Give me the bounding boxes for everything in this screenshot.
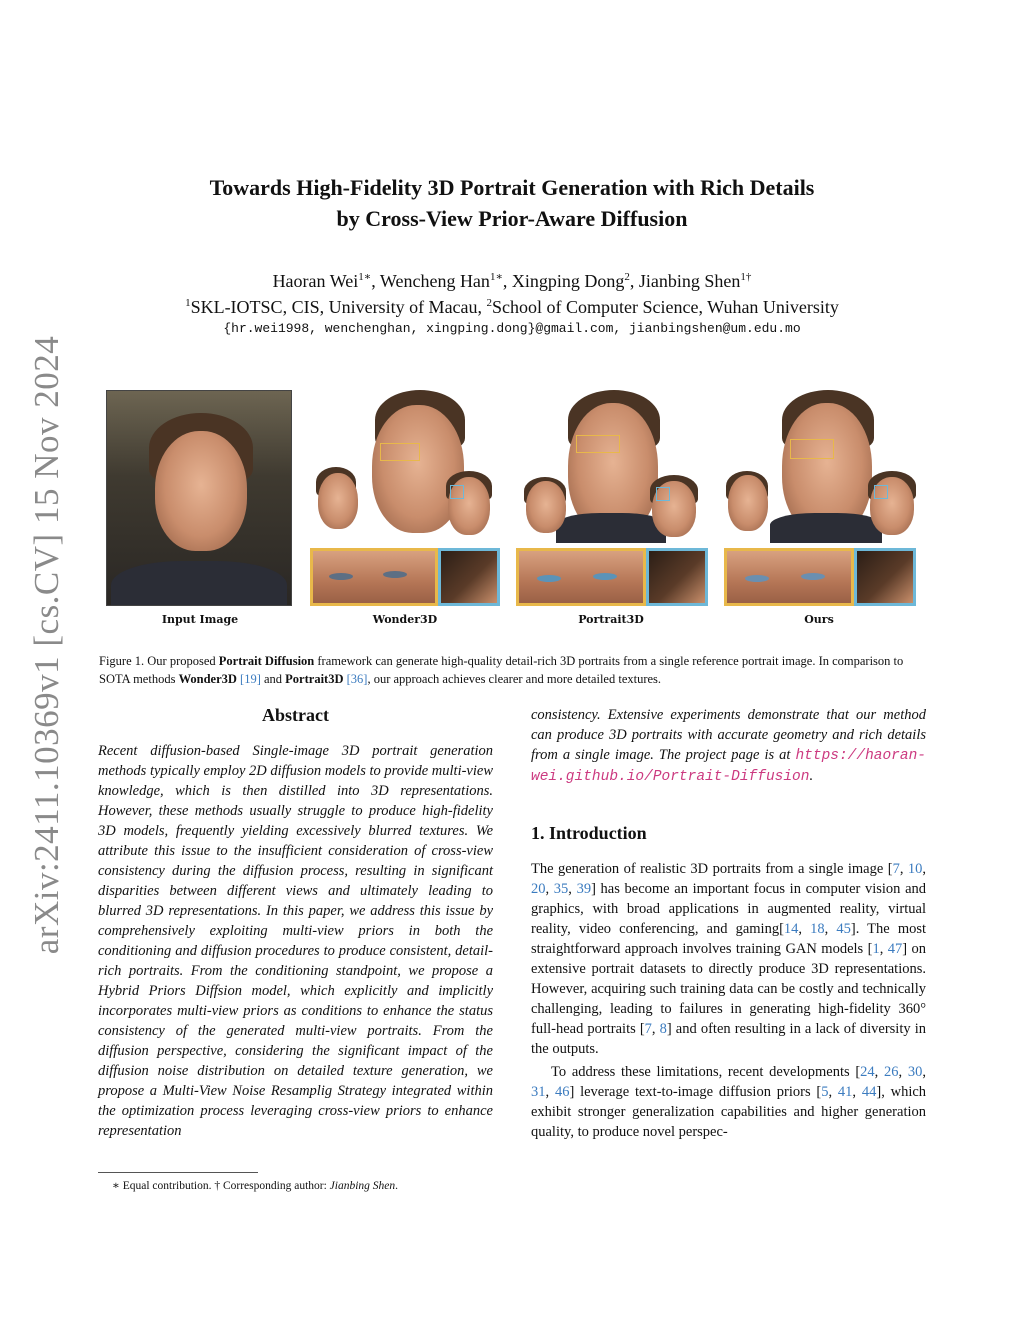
- hair-crop: [438, 548, 500, 606]
- caption-bold: Portrait3D: [285, 672, 344, 686]
- caption-bold: Wonder3D: [178, 672, 237, 686]
- paragraph-text: ]. The most straightforward approach involves training GAN models [: [531, 921, 927, 957]
- zoom-box-hair: [656, 487, 670, 501]
- paragraph-text: ,: [651, 1021, 660, 1037]
- intro-paragraph-2: [531, 1062, 926, 1142]
- citation-link[interactable]: 45: [836, 921, 851, 937]
- title-line-2: by Cross-View Prior-Aware Diffusion: [336, 206, 688, 231]
- paragraph-text: ] on extensive portrait datasets to directly produce 3D representations. However, acquiring such training data can be costly and technically challenging, leading to failures in generating high-fidelity 360° full-head portraits [: [531, 941, 927, 1037]
- citation-link[interactable]: 46: [554, 1084, 570, 1100]
- eye-crop: [310, 548, 438, 606]
- paragraph-text: ,: [922, 861, 927, 877]
- figure-label-wonder3d: Wonder3D: [372, 613, 438, 626]
- paragraph-text: ,: [798, 921, 811, 937]
- abstract-continuation-text: consistency. Extensive experiments demonstrate that our method can produce 3D portraits with accurate geometry and rich details from a single image. The project page is at: [531, 707, 926, 763]
- abstract-section: [98, 705, 493, 1141]
- author-emails: {hr.wei1998, wenchenghan, xingping.dong}@gmail.com, jianbingshen@um.edu.mo: [223, 321, 801, 336]
- footnote-text: ∗ Equal contribution. † Corresponding author:: [112, 1180, 330, 1192]
- citation-link[interactable]: 7: [644, 1021, 652, 1037]
- introduction-heading: 1. Introduction: [531, 823, 647, 843]
- citation-link[interactable]: 44: [861, 1084, 877, 1100]
- affiliation-sup: 2: [486, 297, 493, 309]
- footnote: [112, 1178, 398, 1192]
- caption-text: and: [260, 672, 286, 686]
- zoom-box-hair: [874, 485, 888, 499]
- paragraph-text: ]: [591, 881, 596, 897]
- author-sup: 1∗: [358, 271, 372, 283]
- citation-link[interactable]: 8: [659, 1021, 667, 1037]
- paragraph-text: [: [887, 861, 893, 877]
- citation-link[interactable]: 31: [531, 1084, 546, 1100]
- paragraph-text: To address these limitations, recent developments [: [551, 1064, 861, 1080]
- abstract-continuation: [531, 705, 926, 787]
- paragraph-text: ,: [879, 941, 888, 957]
- figure-label-portrait3d: Portrait3D: [578, 613, 644, 626]
- paragraph-text: ,: [545, 1084, 555, 1100]
- caption-text: framework can generate high-quality detail-rich 3D portraits from a single reference portrait image. In comparison to SOTA methods: [99, 654, 904, 686]
- affiliations: [100, 294, 924, 320]
- citation-link[interactable]: 18: [810, 921, 825, 937]
- footnote-end: .: [395, 1180, 399, 1192]
- affiliation-sup: 1: [185, 297, 191, 309]
- paragraph-text: ,: [545, 881, 554, 897]
- eye-crop: [516, 548, 646, 606]
- paragraph-text: ,: [898, 1064, 908, 1080]
- paragraph-text: has become an important focus in computer vision and graphics, with broad applications in augmented reality, virtual reality, video conferencing, and gaming[: [531, 881, 927, 937]
- citation-link[interactable]: 20: [531, 881, 546, 897]
- author-sup: 2: [624, 271, 630, 283]
- title-line-1: Towards High-Fidelity 3D Portrait Generation with Rich Details: [209, 175, 815, 200]
- author-list: Haoran Wei$^{1∗}$, Wencheng Han$^{1∗}$, Xingping Dong$^2$, Jianbing Shen$^{1\dagger}$: [272, 271, 752, 291]
- citation-link[interactable]: 35: [553, 881, 569, 897]
- abstract-text: Recent diffusion-based Single-image 3D portrait generation methods typically employ 2D diffusion models to provide multi-view knowledge, which is then distilled into 3D representations. However, these methods usually struggle to produce high-fidelity 3D models, frequently yielding excessively blurred textures. We attribute this issue to the insufficient consideration of cross-view consistency during the diffusion process, resulting in significant disparities between different views and ultimately leading to blurred 3D representations. In this paper, we address this issue by comprehensively exploiting multi-view priors in both the conditioning and diffusion procedures to produce consistent, detail-rich portraits. From the conditioning standpoint, we propose a Hybrid Priors Diffsion model, which explicitly and implicitly incorporates multi-view priors as conditions to enhance the status consistency of the generated multi-view portraits. From the diffusion perspective, considering the significant impact of the diffusion noise distribution on detailed texture generation, we propose a Multi-View Noise Resamplig Strategy integrated within the optimization process leveraging cross-view priors to enhance representation: [98, 743, 493, 1139]
- citation-link[interactable]: [19]: [240, 672, 261, 686]
- ours-result: [724, 385, 924, 605]
- figure-label-ours: Ours: [804, 613, 834, 626]
- citation-link[interactable]: 5: [821, 1084, 829, 1100]
- author-name: Wencheng Han: [379, 271, 490, 291]
- author-name: Jianbing Shen: [638, 271, 741, 291]
- zoom-box-eye: [576, 435, 620, 453]
- caption-bold: Portrait Diffusion: [218, 654, 315, 668]
- citation-link[interactable]: 41: [837, 1084, 853, 1100]
- zoom-box-eye: [790, 439, 834, 459]
- author-name: Haoran Wei: [272, 271, 359, 291]
- citation-link[interactable]: 30: [907, 1064, 923, 1080]
- paragraph-text: ,: [852, 1084, 862, 1100]
- wonder3d-result: [310, 385, 510, 605]
- author-name: Xingping Dong: [511, 271, 625, 291]
- caption-text: , our approach achieves clearer and more detailed textures.: [367, 672, 662, 686]
- zoom-box-eye: [380, 443, 420, 461]
- paper-title: [100, 172, 924, 234]
- paragraph-text: ], which exhibit stronger generalization capabilities and higher generation quality, to produce novel perspec-: [531, 1084, 927, 1140]
- right-column: [531, 705, 926, 1142]
- footnote-rule: [98, 1172, 258, 1173]
- hair-crop: [854, 548, 916, 606]
- citation-link[interactable]: 47: [887, 941, 903, 957]
- citation-link[interactable]: 24: [860, 1064, 875, 1080]
- arxiv-identifier: arXiv:2411.10369v1 [cs.CV] 15 Nov 2024: [27, 335, 66, 955]
- paragraph-text: ,: [899, 861, 908, 877]
- author-sup: 1∗: [489, 271, 503, 283]
- affiliation-1: SKL-IOTSC, CIS, University of Macau,: [190, 297, 487, 317]
- citation-link[interactable]: 10: [907, 861, 923, 877]
- eye-crop: [724, 548, 854, 606]
- citation-link[interactable]: 14: [783, 921, 799, 937]
- citation-link[interactable]: 1: [872, 941, 880, 957]
- citation-link[interactable]: [36]: [346, 672, 368, 686]
- figure-label-input: Input Image: [161, 613, 239, 626]
- intro-paragraph-1: [531, 859, 926, 1059]
- figure-caption: [99, 652, 927, 688]
- paragraph-text: ,: [874, 1064, 885, 1080]
- figure-1: [100, 385, 924, 630]
- zoom-box-hair: [450, 485, 464, 499]
- portrait3d-result: [516, 385, 716, 605]
- hair-crop: [646, 548, 708, 606]
- input-image-photo: [106, 390, 292, 606]
- caption-text: Figure 1. Our proposed: [99, 654, 219, 668]
- paragraph-text: ,: [568, 881, 577, 897]
- author-block: [100, 268, 924, 320]
- paragraph-text: ] leverage text-to-image diffusion priors [: [569, 1084, 822, 1100]
- paragraph-text: ] and often resulting in a lack of diversity in the outputs.: [531, 1021, 926, 1057]
- paragraph-text: ,: [922, 1064, 927, 1080]
- footnote-author: Jianbing Shen: [329, 1180, 396, 1192]
- paragraph-text: ,: [828, 1084, 838, 1100]
- affiliation-2: School of Computer Science, Wuhan University: [492, 297, 839, 317]
- paragraph-text: ,: [824, 921, 837, 937]
- project-page-link[interactable]: https://haoran-wei.github.io/Portrait-Diffusion: [531, 748, 926, 785]
- abstract-end: .: [809, 768, 814, 784]
- citation-link[interactable]: 26: [884, 1064, 899, 1080]
- citation-link[interactable]: 7: [892, 861, 900, 877]
- arxiv-sidebar: [18, 335, 76, 955]
- paragraph-text: The generation of realistic 3D portraits from a single image: [531, 861, 888, 877]
- author-sup: 1†: [740, 271, 752, 283]
- abstract-heading: Abstract: [262, 705, 329, 725]
- citation-link[interactable]: 39: [576, 881, 592, 897]
